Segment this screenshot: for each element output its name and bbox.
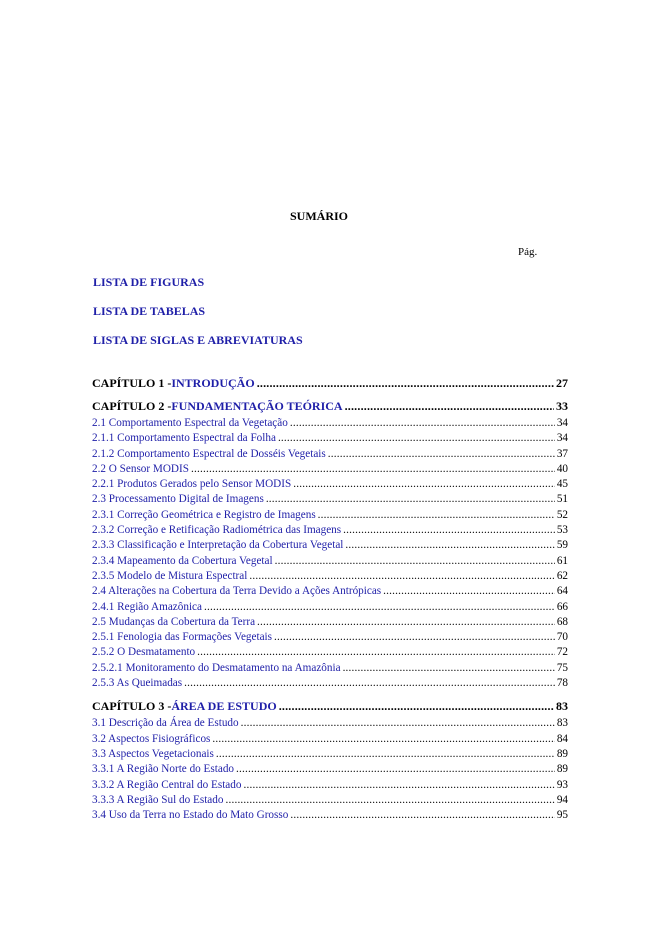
dot-leader	[241, 716, 555, 731]
toc-section-row[interactable]	[92, 554, 568, 569]
dot-leader	[197, 645, 555, 660]
toc-chapter-row[interactable]	[92, 376, 568, 391]
dot-leader	[257, 376, 554, 391]
section-title-link[interactable]: 3.4 Uso da Terra no Estado do Mato Grosso	[92, 809, 289, 822]
dot-leader	[275, 554, 555, 569]
page-number: 61	[556, 554, 568, 567]
list-of-figures-link[interactable]: LISTA DE FIGURAS	[93, 275, 205, 289]
section-title-link[interactable]: 3.3.1 A Região Norte do Estado	[92, 763, 235, 776]
page-number: 27	[556, 376, 568, 390]
section-title-link[interactable]: 2.3.2 Correção e Retificação Radiométrica das Imagens	[92, 524, 342, 537]
page-number: 66	[556, 600, 568, 613]
toc-chapter-row[interactable]	[92, 399, 568, 414]
page-number: 72	[556, 646, 568, 659]
toc-section-row[interactable]	[92, 508, 568, 523]
section-title-link[interactable]: 2.5.2 O Desmatamento	[92, 646, 196, 659]
chapter-number: CAPÍTULO 2 -	[92, 399, 172, 413]
dot-leader	[279, 699, 554, 714]
section-title-link[interactable]: 2.5.1 Fenologia das Formações Vegetais	[92, 631, 273, 644]
toc-section-row[interactable]	[92, 630, 568, 645]
page-number: 83	[556, 699, 568, 714]
dot-leader	[236, 762, 555, 777]
dot-leader	[243, 778, 554, 793]
toc-section-row[interactable]	[92, 793, 568, 808]
page-number: 89	[556, 763, 568, 776]
section-title-link[interactable]: 2.2 O Sensor MODIS	[92, 462, 189, 475]
page-number: 83	[556, 717, 568, 730]
dot-leader	[345, 538, 554, 553]
toc-section-row[interactable]	[92, 808, 568, 823]
page-number: 94	[556, 793, 568, 806]
section-title-link[interactable]: 3.3 Aspectos Vegetacionais	[92, 747, 214, 760]
section-title-link[interactable]: 2.5 Mudanças da Cobertura da Terra	[92, 615, 256, 628]
toc-section-row[interactable]	[92, 676, 568, 691]
toc-section-row[interactable]	[92, 584, 568, 599]
toc-section-row[interactable]	[92, 523, 568, 538]
toc-section-row[interactable]	[92, 431, 568, 446]
dot-leader	[290, 808, 554, 823]
section-title-link[interactable]: 2.4 Alterações na Cobertura da Terra Devido a Ações Antrópicas	[92, 585, 382, 598]
dot-leader	[274, 630, 555, 645]
dot-leader	[191, 462, 555, 477]
dot-leader	[216, 747, 555, 762]
page-number: 40	[556, 462, 568, 475]
section-title-link[interactable]: 3.3.3 A Região Sul do Estado	[92, 793, 224, 806]
section-title-link[interactable]: 2.2.1 Produtos Gerados pelo Sensor MODIS	[92, 478, 292, 491]
dot-leader	[343, 523, 555, 538]
page-number: 68	[556, 615, 568, 628]
dot-leader	[345, 399, 554, 414]
chapter-title-link[interactable]: ÁREA DE ESTUDO	[171, 699, 277, 714]
chapter-title-link[interactable]: INTRODUÇÃO	[171, 376, 255, 390]
dot-leader	[249, 569, 554, 584]
toc-section-row[interactable]	[92, 661, 568, 676]
section-title-link[interactable]: 2.3.3 Classificação e Interpretação da Cobertura Vegetal	[92, 539, 344, 552]
dot-leader	[257, 615, 555, 630]
dot-leader	[343, 661, 555, 676]
page-number: 64	[556, 585, 568, 598]
section-title-link[interactable]: 2.5.3 As Queimadas	[92, 677, 183, 690]
dot-leader	[278, 431, 555, 446]
dot-leader	[225, 793, 554, 808]
dot-leader	[383, 584, 555, 599]
page-column-header: Pág.	[518, 246, 538, 258]
toc-section-row[interactable]	[92, 538, 568, 553]
dot-leader	[290, 416, 555, 431]
dot-leader	[212, 732, 554, 747]
section-title-link[interactable]: 2.3.5 Modelo de Mistura Espectral	[92, 569, 248, 582]
page-title: SUMÁRIO	[289, 209, 348, 223]
toc-section-row[interactable]	[92, 716, 568, 731]
chapter-number: CAPÍTULO 3 -	[92, 699, 172, 714]
dot-leader	[266, 492, 555, 507]
toc-section-row[interactable]	[92, 447, 568, 462]
toc-section-row[interactable]	[92, 778, 568, 793]
page-number: 89	[556, 747, 568, 760]
list-of-tables-link[interactable]: LISTA DE TABELAS	[93, 304, 206, 318]
section-title-link[interactable]: 3.1 Descrição da Área de Estudo	[92, 717, 239, 730]
section-title-link[interactable]: 2.5.2.1 Monitoramento do Desmatamento na Amazônia	[92, 661, 341, 674]
section-title-link[interactable]: 2.1.2 Comportamento Espectral de Dosséis Vegetais	[92, 447, 326, 460]
dot-leader	[293, 477, 555, 492]
toc-section-row[interactable]	[92, 569, 568, 584]
list-of-abbreviations-link[interactable]: LISTA DE SIGLAS E ABREVIATURAS	[93, 333, 303, 347]
chapter-title-link[interactable]: FUNDAMENTAÇÃO TEÓRICA	[171, 399, 343, 413]
toc-chapter-row[interactable]	[92, 699, 568, 714]
chapter-number: CAPÍTULO 1 -	[92, 376, 172, 390]
table-of-contents	[92, 376, 568, 823]
page-number: 70	[556, 631, 568, 644]
dot-leader	[318, 508, 555, 523]
page-number: 78	[556, 677, 568, 690]
section-title-link[interactable]: 2.1.1 Comportamento Espectral da Folha	[92, 432, 276, 445]
section-title-link[interactable]: 2.1 Comportamento Espectral da Vegetação	[92, 417, 288, 429]
page-number: 45	[556, 478, 568, 491]
page-number: 95	[556, 809, 568, 822]
toc-section-row[interactable]	[92, 462, 568, 477]
section-title-link[interactable]: 3.3.2 A Região Central do Estado	[92, 778, 242, 791]
page-number: 53	[556, 524, 568, 537]
page-number: 93	[556, 778, 568, 791]
toc-section-row[interactable]	[92, 615, 568, 630]
page-number: 62	[556, 569, 568, 582]
toc-section-row[interactable]	[92, 732, 568, 747]
page-number: 34	[556, 432, 568, 445]
page-number: 59	[556, 539, 568, 552]
toc-section-row[interactable]	[92, 492, 568, 507]
page-number: 33	[556, 399, 568, 413]
page-number: 52	[556, 508, 568, 521]
dot-leader	[184, 676, 555, 691]
section-title-link[interactable]: 3.2 Aspectos Fisiográficos	[92, 732, 211, 745]
toc-section-row[interactable]	[92, 762, 568, 777]
page-number: 51	[556, 493, 568, 506]
toc-section-row[interactable]	[92, 477, 568, 492]
section-title-link[interactable]: 2.3 Processamento Digital de Imagens	[92, 493, 264, 506]
page-number: 34	[556, 417, 568, 429]
lists-section	[93, 275, 303, 362]
dot-leader	[328, 447, 555, 462]
section-title-link[interactable]: 2.3.1 Correção Geométrica e Registro de Imagens	[92, 508, 316, 521]
page-number: 75	[556, 661, 568, 674]
toc-section-row[interactable]	[92, 747, 568, 762]
toc-section-row[interactable]	[92, 416, 568, 431]
page-number: 84	[556, 732, 568, 745]
page-number: 37	[556, 447, 568, 460]
toc-section-row[interactable]	[92, 600, 568, 615]
section-title-link[interactable]: 2.4.1 Região Amazônica	[92, 600, 202, 613]
section-title-link[interactable]: 2.3.4 Mapeamento da Cobertura Vegetal	[92, 554, 273, 567]
toc-section-row[interactable]	[92, 645, 568, 660]
dot-leader	[204, 600, 555, 615]
